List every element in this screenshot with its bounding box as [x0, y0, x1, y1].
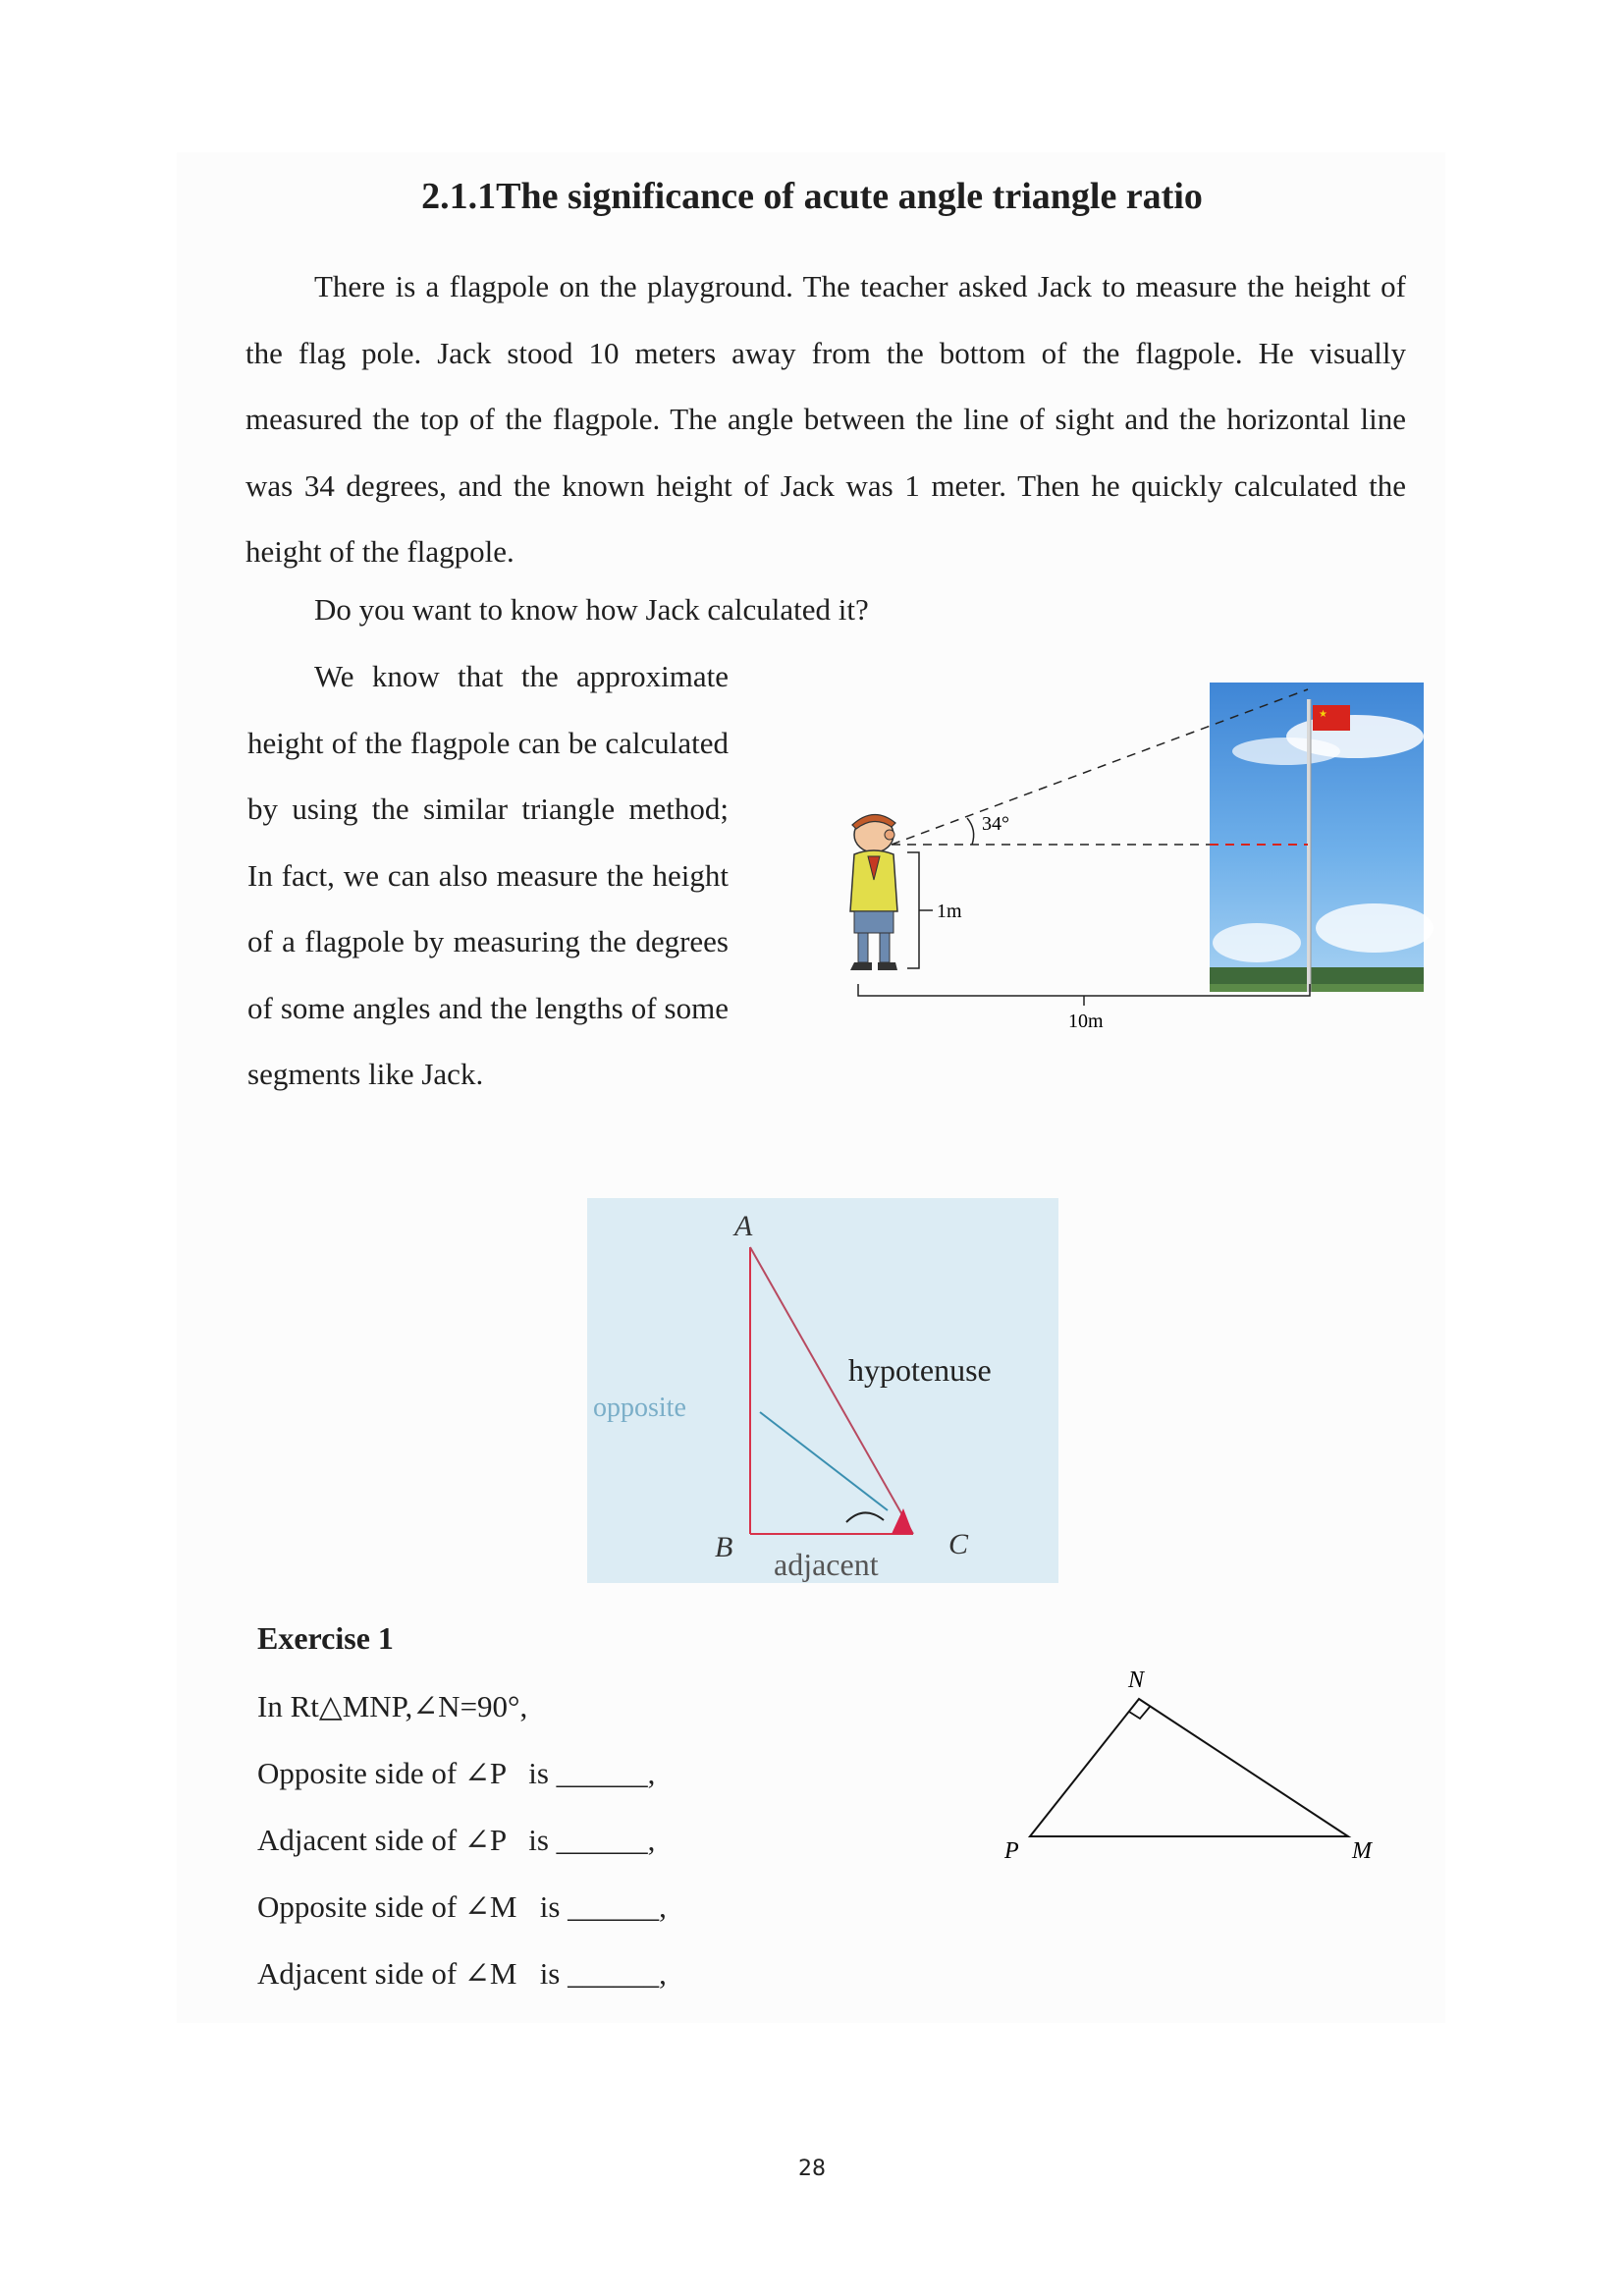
person-icon: [850, 814, 897, 970]
question-line: Do you want to know how Jack calculated it?: [314, 592, 869, 627]
distance-label: 10m: [1068, 1011, 1104, 1032]
vertex-a-label: A: [734, 1210, 753, 1242]
flagpole-figure: [825, 678, 1434, 1051]
exercise-item: Opposite side of ∠P is ______,: [257, 1756, 656, 1790]
vertex-m-label: M: [1352, 1838, 1372, 1864]
exercise-item: Opposite side of ∠M is ______,: [257, 1889, 667, 1924]
exercise-statement: In Rt△MNP,∠N=90°,: [257, 1689, 528, 1723]
exercise-item: Adjacent side of ∠P is ______,: [257, 1823, 656, 1857]
adjacent-label: adjacent: [774, 1547, 879, 1582]
angle-label: 34°: [982, 813, 1009, 835]
opposite-label: opposite: [593, 1393, 686, 1423]
vertex-b-label: B: [715, 1531, 733, 1563]
similar-triangles-paragraph: [247, 643, 729, 1108]
intro-paragraph: [245, 253, 1406, 585]
page-number: 28: [798, 2157, 826, 2181]
vertex-c-label: C: [948, 1528, 969, 1560]
height-label: 1m: [937, 901, 962, 922]
exercise-title: Exercise 1: [257, 1620, 394, 1656]
intro-text: There is a flagpole on the playground. The teacher asked Jack to measure the height of the flag pole. Jack stood 10 meters away from the bottom of the flagpole. He visually measured the top of the flagpole. The angle between the line of sight and the horizontal line was 34 degrees, and the known height of Jack was 1 meter. Then he quickly calculated the height of the flagpole.: [245, 269, 1406, 569]
triangle-mnp-figure: [987, 1660, 1399, 1876]
flagpole-photo: [1210, 683, 1434, 992]
height-bracket: [907, 852, 919, 968]
vertex-p-label: P: [1004, 1838, 1019, 1864]
svg-text:★: ★: [1319, 709, 1327, 720]
angle-arc: [967, 818, 974, 845]
triangle-mnp: [1030, 1699, 1348, 1836]
exercise-item: Adjacent side of ∠M is ______,: [257, 1956, 667, 1991]
similar-triangles-text: We know that the approximate height of the flagpole can be calculated by using the similar triangle method; In fact, we can also measure the height of a flagpole by measuring the degrees of some angles and the lengths of some segments like Jack.: [247, 659, 729, 1091]
right-triangle-figure: [587, 1198, 1058, 1583]
vertex-n-label: N: [1128, 1667, 1145, 1693]
hypotenuse-label: hypotenuse: [848, 1352, 992, 1388]
section-title: 2.1.1The significance of acute angle triangle ratio: [421, 176, 1203, 217]
